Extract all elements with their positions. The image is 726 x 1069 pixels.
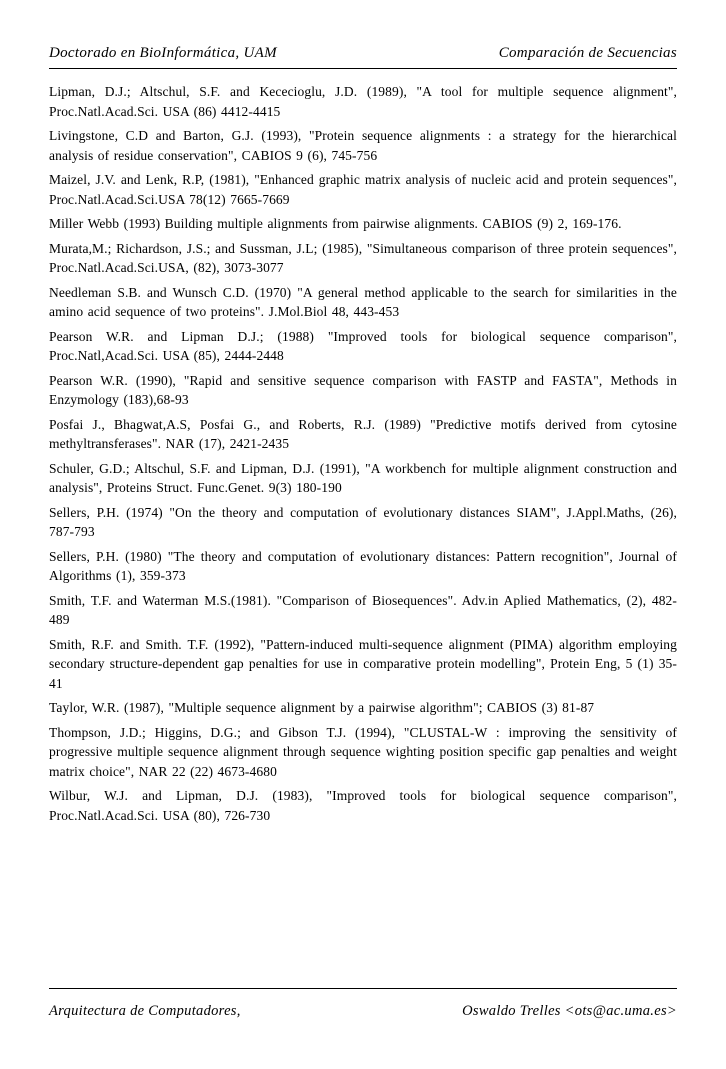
references-list — [49, 82, 677, 830]
reference-entry: Schuler, G.D.; Altschul, S.F. and Lipman, D.J. (1991), "A workbench for multiple alignment construction and analysis", Proteins Struct. Func.Genet. 9(3) 180-190 — [49, 460, 677, 495]
reference-entry: Posfai J., Bhagwat,A.S, Posfai G., and Roberts, R.J. (1989) "Predictive motifs derived from cytosine methyltransferases". NAR (17), 2421-2435 — [49, 416, 677, 451]
page-footer — [49, 988, 677, 1020]
page-header — [49, 44, 677, 69]
reference-entry: Smith, R.F. and Smith. T.F. (1992), "Pattern-induced multi-sequence alignment (PIMA) algorithm employing secondary structure-dependent gap penalties for use in comparative protein modelling", Protein Eng, 5 (1) 35-41 — [49, 636, 677, 691]
footer-author-email: Oswaldo Trelles <ots@ac.uma.es> — [462, 1003, 677, 1019]
reference-entry: Pearson W.R. (1990), "Rapid and sensitive sequence comparison with FASTP and FASTA", Methods in Enzymology (183),68-93 — [49, 372, 677, 407]
reference-entry: Smith, T.F. and Waterman M.S.(1981). "Comparison of Biosequences". Adv.in Aplied Mathematics, (2), 482-489 — [49, 592, 677, 627]
footer-department: Arquitectura de Computadores, — [49, 1003, 241, 1019]
reference-entry: Lipman, D.J.; Altschul, S.F. and Kececioglu, J.D. (1989), "A tool for multiple sequence alignment", Proc.Natl.Acad.Sci. USA (86) 4412-4415 — [49, 84, 677, 119]
reference-entry: Murata,M.; Richardson, J.S.; and Sussman, J.L; (1985), "Simultaneous comparison of three protein sequences", Proc.Natl.Acad.Sci.USA, (82), 3073-3077 — [49, 240, 677, 275]
reference-entry: Thompson, J.D.; Higgins, D.G.; and Gibson T.J. (1994), "CLUSTAL-W : improving the sensitivity of progressive multiple sequence alignment through sequence wighting position specific gap penalties and weight matrix choice", NAR 22 (22) 4673-4680 — [49, 724, 677, 779]
reference-entry: Maizel, J.V. and Lenk, R.P, (1981), "Enhanced graphic matrix analysis of nucleic acid and protein sequences", Proc.Natl.Acad.Sci.USA 78(12) 7665-7669 — [49, 172, 677, 207]
reference-entry: Wilbur, W.J. and Lipman, D.J. (1983), "Improved tools for biological sequence comparison", Proc.Natl.Acad.Sci. USA (80), 726-730 — [49, 788, 677, 823]
reference-entry: Needleman S.B. and Wunsch C.D. (1970) "A general method applicable to the search for similarities in the amino acid sequence of two proteins". J.Mol.Biol 48, 443-453 — [49, 284, 677, 319]
reference-entry: Sellers, P.H. (1980) "The theory and computation of evolutionary distances: Pattern recognition", Journal of Algorithms (1), 359-373 — [49, 548, 677, 583]
header-course-title: Doctorado en BioInformática, UAM — [49, 45, 277, 61]
header-document-title: Comparación de Secuencias — [498, 45, 677, 61]
reference-entry: Sellers, P.H. (1974) "On the theory and computation of evolutionary distances SIAM", J.Appl.Maths, (26), 787-793 — [49, 504, 677, 539]
reference-entry: Pearson W.R. and Lipman D.J.; (1988) "Improved tools for biological sequence comparison", Proc.Natl,Acad.Sci. USA (85), 2444-2448 — [49, 328, 677, 363]
reference-entry: Miller Webb (1993) Building multiple alignments from pairwise alignments. CABIOS (9) 2, 169-176. — [49, 216, 622, 231]
reference-entry: Taylor, W.R. (1987), "Multiple sequence alignment by a pairwise algorithm"; CABIOS (3) 81-87 — [49, 700, 595, 715]
reference-entry: Livingstone, C.D and Barton, G.J. (1993), "Protein sequence alignments : a strategy for the hierarchical analysis of residue conservation", CABIOS 9 (6), 745-756 — [49, 128, 677, 163]
